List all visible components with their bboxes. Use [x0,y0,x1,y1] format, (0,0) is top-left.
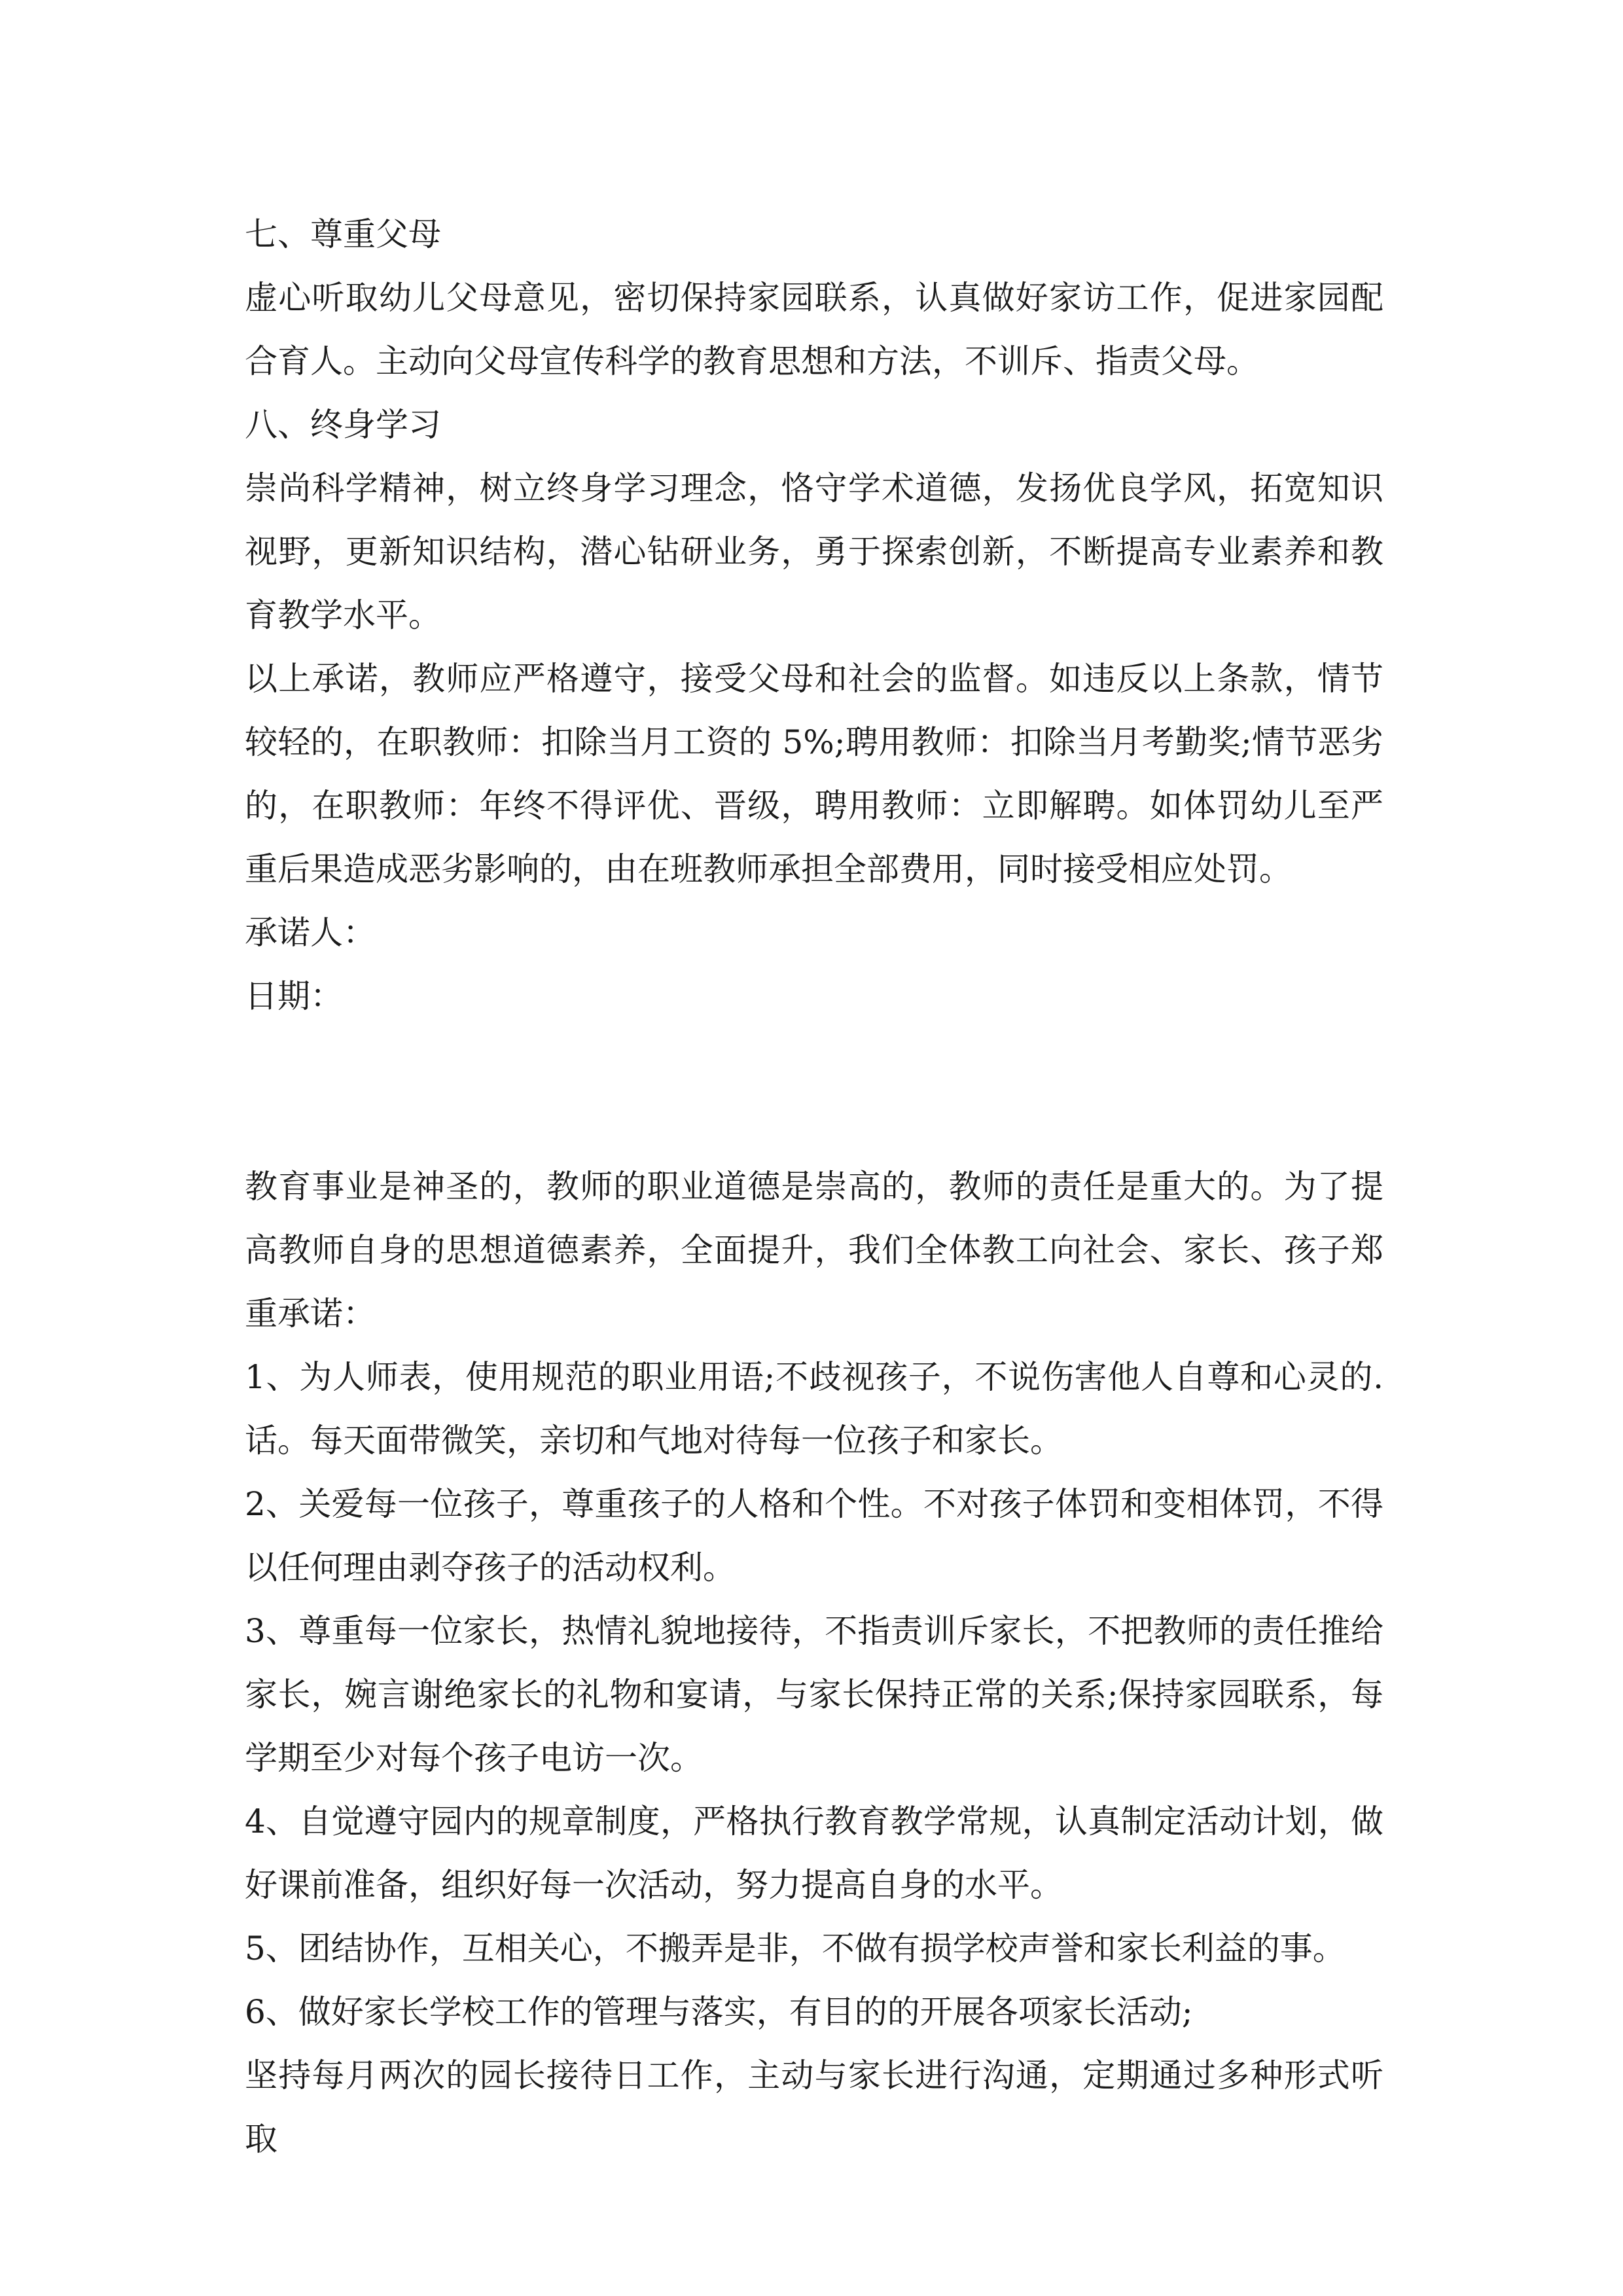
heading-respect-parents: 七、尊重父母 [245,215,441,253]
list-item-3: 3、尊重每一位家长，热情礼貌地接待，不指责训斥家长，不把教师的责任推给家长，婉言谢绝家长的礼物和宴请，与家长保持正常的关系;保持家园联系，每学期至少对每个孩子电访一次。 [245,1612,1383,1777]
list-item-6: 6、做好家长学校工作的管理与落实，有目的的开展各项家长活动; [245,1993,1193,2031]
paragraph-lifelong-learning: 崇尚科学精神，树立终身学习理念，恪守学术道德，发扬优良学风，拓宽知识视野，更新知识结构，潜心钻研业务，勇于探索创新，不断提高专业素养和教育教学水平。 [245,469,1383,634]
paragraph-intro: 教育事业是神圣的，教师的职业道德是崇高的，教师的责任是重大的。为了提高教师自身的思想道德素养，全面提升，我们全体教工向社会、家长、孩子郑重承诺： [245,1168,1383,1333]
list-item-2: 2、关爱每一位孩子，尊重孩子的人格和个性。不对孩子体罚和变相体罚，不得以任何理由剥夺孩子的活动权利。 [245,1485,1383,1587]
document-body [245,203,1383,2171]
signer-label: 承诺人： [245,914,376,952]
paragraph-closing-commitment: 以上承诺，教师应严格遵守，接受父母和社会的监督。如违反以上条款，情节较轻的，在职教师：扣除当月工资的 5%;聘用教师：扣除当月考勤奖;情节恶劣的，在职教师：年终不得评优、晋级，聘用教师：立即解聘。如体罚幼儿至严重后果造成恶劣影响的，由在班教师承担全部费用，同时接受相应处罚。 [245,660,1383,888]
date-label: 日期： [245,977,343,1015]
list-item-4: 4、自觉遵守园内的规章制度，严格执行教育教学常规，认真制定活动计划，做好课前准备，组织好每一次活动，努力提高自身的水平。 [245,1803,1383,1904]
paragraph-last-line: 坚持每月两次的园长接待日工作，主动与家长进行沟通，定期通过多种形式听取 [245,2056,1383,2158]
section-gap [245,1028,1383,1155]
list-item-5: 5、团结协作，互相关心，不搬弄是非，不做有损学校声誉和家长利益的事。 [245,1929,1346,1967]
list-item-1: 1、为人师表，使用规范的职业用语;不歧视孩子，不说伤害他人自尊和心灵的.话。每天面带微笑，亲切和气地对待每一位孩子和家长。 [245,1358,1383,1460]
paragraph-respect-parents: 虚心听取幼儿父母意见，密切保持家园联系，认真做好家访工作，促进家园配合育人。主动向父母宣传科学的教育思想和方法，不训斥、指责父母。 [245,279,1383,380]
heading-lifelong-learning: 八、终身学习 [245,406,441,444]
